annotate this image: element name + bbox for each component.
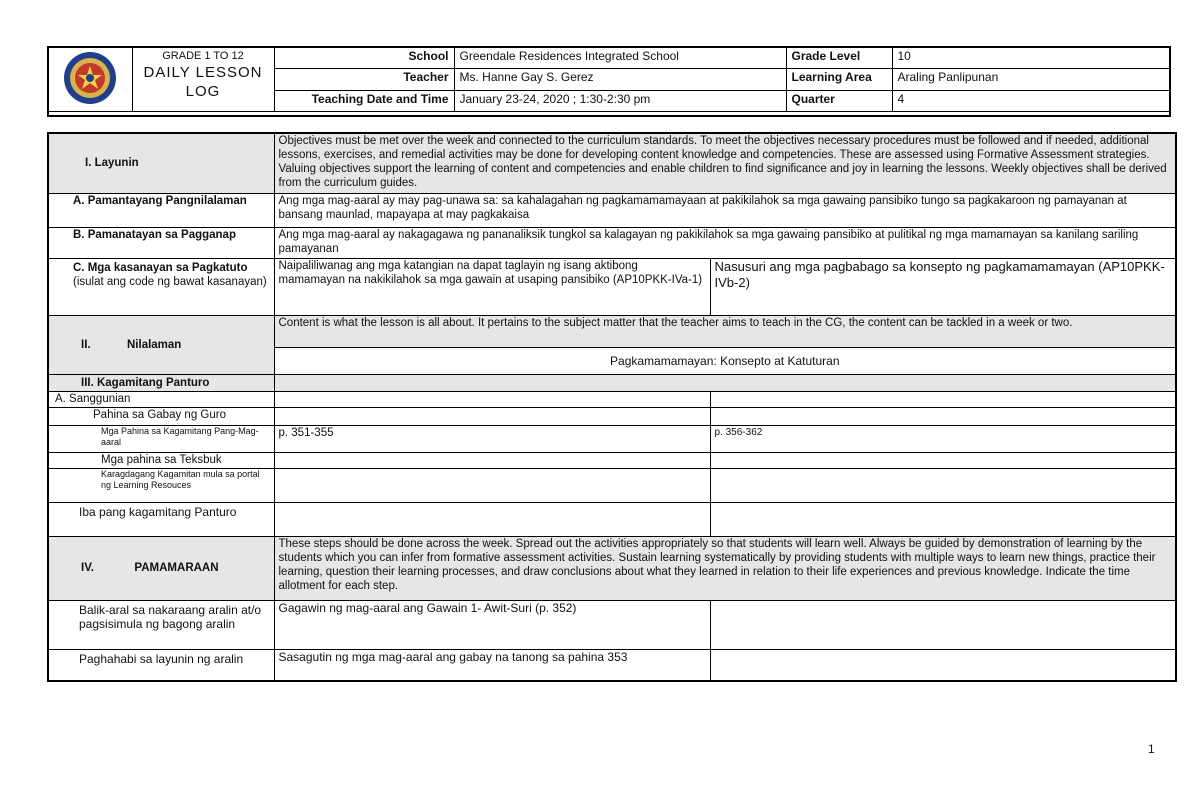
learning-area-label: Learning Area (786, 69, 892, 90)
grade-level-value: 10 (892, 47, 1170, 69)
learning-area-value: Araling Panlipunan (892, 69, 1170, 90)
gabay-day2 (710, 407, 1176, 425)
karagdagang-day1 (274, 468, 710, 502)
teksbuk-label: Mga pahina sa Teksbuk (48, 452, 274, 468)
teacher-label: Teacher (274, 69, 454, 90)
title-line2: LOG (185, 83, 221, 100)
gabay-day1 (274, 407, 710, 425)
school-value: Greendale Residences Integrated School (454, 47, 786, 69)
nilalaman-topic: Pagkamamamayan: Konsepto at Katuturan (274, 347, 1176, 374)
karagdagang-day2 (710, 468, 1176, 502)
header-table (47, 46, 1171, 117)
logo-cell (48, 47, 132, 112)
paghahabi-day1: Sasagutin ng mga mag-aaral ang gabay na tanong sa pahina 353 (274, 649, 710, 681)
iba-day2 (710, 502, 1176, 536)
pamamaraan-label (48, 536, 274, 600)
lesson-log-table (47, 132, 1177, 682)
title-line1: DAILY LESSON (143, 64, 263, 81)
page-number: 1 (1148, 742, 1155, 756)
paghahabi-day2 (710, 649, 1176, 681)
kasanayan-day1: Naipaliliwanag ang mga katangian na dapat taglayin ng isang aktibong mamamayan na nakikilahok sa mga gawain at usaping pansibiko (AP10PKK-IVa-1) (274, 258, 710, 315)
sanggunian-label: A. Sanggunian (48, 391, 274, 407)
pagganap-label: B. Pamanatayan sa Pagganap (48, 227, 274, 258)
pagganap-text: Ang mga mag-aaral ay nakagagawa ng pananaliksik tungkol sa kalagayan ng pakikilahok sa mga gawaing pansibiko at pulitikal ng mga mamamayan sa kanilang sariling pamayanan (274, 227, 1176, 258)
pamamaraan-num: IV. (81, 562, 95, 574)
sanggunian-day1 (274, 391, 710, 407)
nilalaman-title: Nilalaman (127, 338, 182, 351)
quarter-value: 4 (892, 90, 1170, 111)
grade-level-label: Grade Level (786, 47, 892, 69)
kagamitang-day2: p. 356-362 (710, 425, 1176, 452)
kagamitang-label: Mga Pahina sa Kagamitang Pang-Mag-aaral (48, 425, 274, 452)
kasanayan-day2: Nasusuri ang mga pagbabago sa konsepto ng pagkamamamayan (AP10PKK-IVb-2) (710, 258, 1176, 315)
teksbuk-day2 (710, 452, 1176, 468)
iba-label: Iba pang kagamitang Panturo (48, 502, 274, 536)
kasanayan-label-rest: (isulat ang code ng bawat kasanayan) (73, 275, 267, 288)
pamamaraan-text: These steps should be done across the week. Spread out the activities appropriately so that students will learn well. Always be guided by demonstration of learning by the students which you can infer from formative assessment activities. Sustain learning systematically by providing students with multiple ways to learn new things, practice their learning, question their learning processes, and draw conclusions about what they learned in relation to their life experiences and previous knowledge. Indicate the time allotment for each step. (274, 536, 1176, 600)
teacher-value: Ms. Hanne Gay S. Gerez (454, 69, 786, 90)
karagdagang-label: Karagdagang Kagamitan mula sa portal ng Learning Resouces (48, 468, 274, 502)
balik-day2 (710, 600, 1176, 649)
nilalaman-text: Content is what the lesson is all about. It pertains to the subject matter that the teacher aims to teach in the CG, the content can be tackled in a week or two. (274, 315, 1176, 347)
kagamitang-day1: p. 351-355 (274, 425, 710, 452)
nilalaman-label (48, 315, 274, 374)
date-label: Teaching Date and Time (274, 90, 454, 111)
school-label: School (274, 47, 454, 69)
date-value: January 23-24, 2020 ; 1:30-2:30 pm (454, 90, 786, 111)
pamamaraan-title: PAMAMARAAN (134, 562, 219, 574)
balik-label: Balik-aral sa nakaraang aralin at/o pagsisimula ng bagong aralin (48, 600, 274, 649)
pamantayang-text: Ang mga mag-aaral ay may pag-unawa sa: sa kahalagahan ng pagkamamamayaan at pakikilahok sa mga gawaing pansibiko tungo sa pagkakaroon ng pamayanan at bansang maunlad, mapayapa at may pagkakaisa (274, 193, 1176, 227)
layunin-text: Objectives must be met over the week and connected to the curriculum standards. To meet the objectives necessary procedures must be followed and if needed, additional lessons, exercises, and remedial activities may be done for developing content knowledge and competencies. These are assessed using Formative Assessment strategies. Valuing objectives support the learning of content and competencies and enable children to find significance and joy in learning the lessons. Weekly objectives shall be derived from the curriculum guides. (274, 133, 1176, 193)
quarter-label: Quarter (786, 90, 892, 111)
grade-range: GRADE 1 TO 12 (162, 50, 244, 62)
kasanayan-label-bold: C. Mga kasanayan sa Pagkatuto (73, 261, 248, 274)
deped-seal-icon (62, 50, 118, 106)
iba-day1 (274, 502, 710, 536)
kasanayan-label (48, 258, 274, 315)
gabay-label: Pahina sa Gabay ng Guro (48, 407, 274, 425)
layunin-label: I. Layunin (48, 133, 274, 193)
title-cell (132, 47, 274, 112)
balik-day1: Gagawin ng mag-aaral ang Gawain 1- Awit-Suri (p. 352) (274, 600, 710, 649)
kagamitan-label: III. Kagamitang Panturo (48, 374, 274, 391)
kagamitan-blank (274, 374, 1176, 391)
sanggunian-day2 (710, 391, 1176, 407)
teksbuk-day1 (274, 452, 710, 468)
nilalaman-num: II. (81, 338, 91, 351)
paghahabi-label: Paghahabi sa layunin ng aralin (48, 649, 274, 681)
pamantayang-label: A. Pamantayang Pangnilalaman (48, 193, 274, 227)
